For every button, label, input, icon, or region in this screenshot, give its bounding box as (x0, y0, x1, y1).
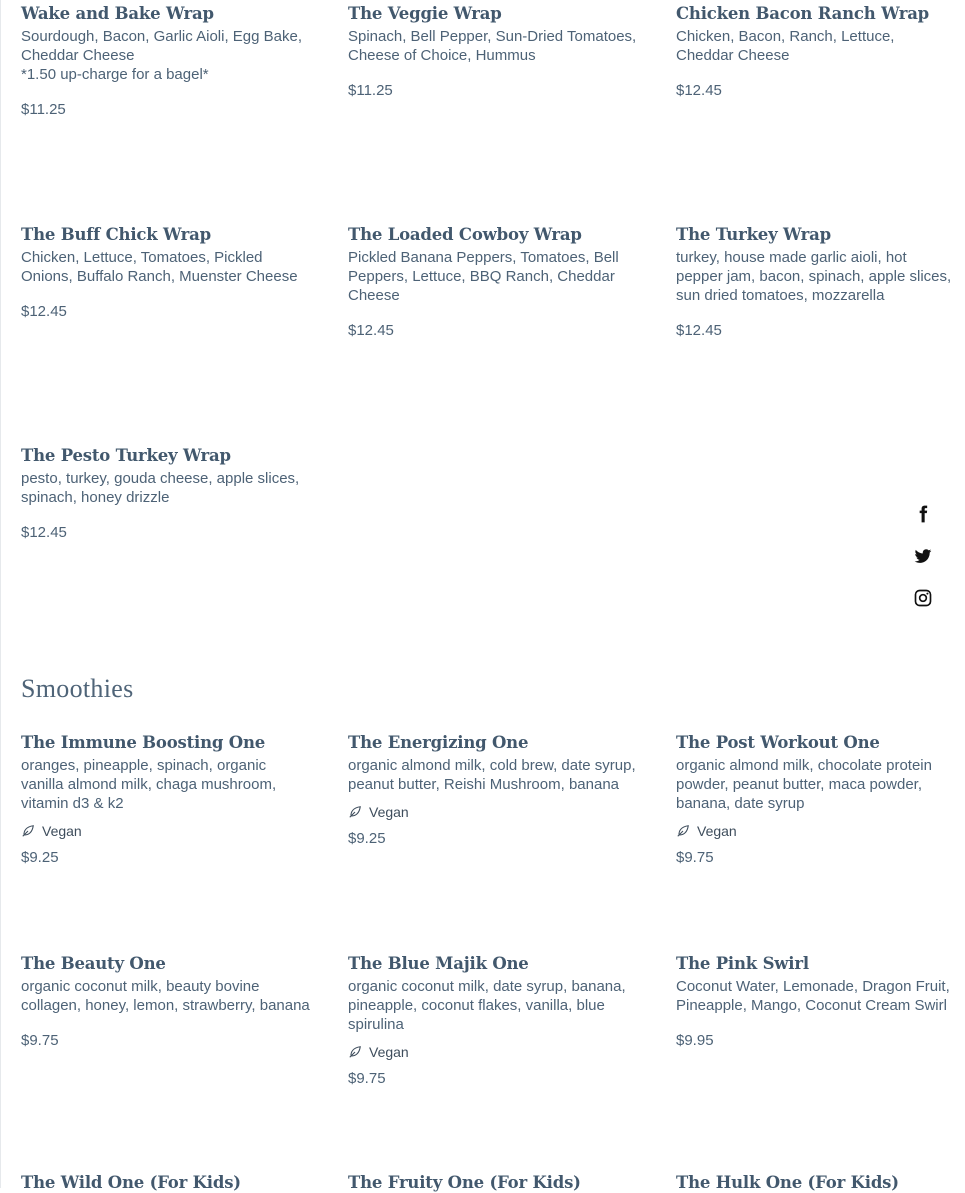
vegan-tag (21, 822, 311, 840)
menu-item[interactable] (21, 954, 311, 1050)
item-name: The Buff Chick Wrap (21, 225, 211, 244)
leaf-icon (21, 824, 35, 838)
item-price: $9.25 (21, 849, 59, 866)
item-name: The Immune Boosting One (21, 733, 266, 752)
page-left-border (0, 0, 1, 1188)
item-name: The Energizing One (348, 733, 529, 752)
item-description: Pickled Banana Peppers, Tomatoes, Bell Peppers, Lettuce, BBQ Ranch, Cheddar Cheese (348, 249, 619, 304)
item-price: $9.25 (348, 830, 386, 847)
item-name: The Blue Majik One (348, 954, 529, 973)
item-price: $12.45 (676, 322, 722, 339)
item-description: Chicken, Bacon, Ranch, Lettuce, Cheddar Cheese (676, 28, 895, 64)
item-price: $9.75 (676, 849, 714, 866)
menu-item[interactable] (676, 954, 956, 1050)
item-name: Wake and Bake Wrap (21, 4, 214, 23)
menu-item[interactable] (348, 4, 638, 100)
leaf-icon (348, 805, 362, 819)
section-title-smoothies: Smoothies (21, 674, 134, 703)
item-price: $9.95 (676, 1032, 714, 1049)
item-name: The Loaded Cowboy Wrap (348, 225, 582, 244)
item-description (21, 27, 311, 84)
item-price: $12.45 (21, 303, 67, 320)
item-name: The Beauty One (21, 954, 166, 973)
menu-item[interactable] (676, 4, 956, 100)
facebook-link[interactable] (912, 503, 934, 525)
leaf-icon (676, 824, 690, 838)
vegan-tag (348, 1043, 638, 1061)
menu-item[interactable] (21, 733, 311, 867)
item-name: The Pesto Turkey Wrap (21, 446, 231, 465)
item-name: The Veggie Wrap (348, 4, 502, 23)
item-description: organic almond milk, chocolate protein powder, peanut butter, maca powder, banana, date syrup (676, 757, 932, 812)
item-price: $12.45 (676, 82, 722, 99)
vegan-tag (348, 803, 638, 821)
menu-item[interactable] (348, 225, 638, 340)
instagram-link[interactable] (912, 587, 934, 609)
item-name: The Wild One (For Kids) (21, 1173, 241, 1192)
item-price: $12.45 (348, 322, 394, 339)
item-description: organic almond milk, cold brew, date syrup, peanut butter, Reishi Mushroom, banana (348, 757, 636, 793)
item-price: $12.45 (21, 524, 67, 541)
menu-item[interactable] (676, 1173, 956, 1193)
tag-label: Vegan (697, 823, 737, 839)
tag-label: Vegan (369, 804, 409, 820)
tag-label: Vegan (369, 1044, 409, 1060)
item-name: The Pink Swirl (676, 954, 809, 973)
menu-item[interactable] (21, 1173, 311, 1193)
item-description: Chicken, Lettuce, Tomatoes, Pickled Onions, Buffalo Ranch, Muenster Cheese (21, 249, 298, 285)
leaf-icon (348, 1045, 362, 1059)
item-description: Coconut Water, Lemonade, Dragon Fruit, Pineapple, Mango, Coconut Cream Swirl (676, 978, 950, 1014)
item-price: $9.75 (21, 1032, 59, 1049)
tag-label: Vegan (42, 823, 82, 839)
item-ingredients: Sourdough, Bacon, Garlic Aioli, Egg Bake, Cheddar Cheese (21, 28, 303, 64)
item-description: pesto, turkey, gouda cheese, apple slices, spinach, honey drizzle (21, 470, 300, 506)
item-name: Chicken Bacon Ranch Wrap (676, 4, 930, 23)
item-note: *1.50 up-charge for a bagel* (21, 66, 209, 83)
item-price: $9.75 (348, 1070, 386, 1087)
item-description: organic coconut milk, beauty bovine collagen, honey, lemon, strawberry, banana (21, 978, 310, 1014)
item-description: Spinach, Bell Pepper, Sun-Dried Tomatoes, Cheese of Choice, Hummus (348, 28, 637, 64)
item-description: organic coconut milk, date syrup, banana, pineapple, coconut flakes, vanilla, blue spirulina (348, 978, 626, 1033)
menu-item[interactable] (21, 4, 311, 119)
menu-item[interactable] (676, 733, 956, 867)
item-price: $11.25 (348, 82, 393, 99)
menu-item[interactable] (348, 1173, 638, 1193)
menu-item[interactable] (348, 733, 638, 848)
twitter-link[interactable] (912, 545, 934, 567)
menu-item[interactable] (21, 446, 311, 542)
item-price: $11.25 (21, 101, 66, 118)
item-description: oranges, pineapple, spinach, organic vanilla almond milk, chaga mushroom, vitamin d3 & k2 (21, 757, 277, 812)
item-description: turkey, house made garlic aioli, hot pepper jam, bacon, spinach, apple slices, sun dried tomatoes, mozzarella (676, 249, 952, 304)
vegan-tag (676, 822, 956, 840)
menu-item[interactable] (21, 225, 311, 321)
item-name: The Turkey Wrap (676, 225, 831, 244)
item-name: The Fruity One (For Kids) (348, 1173, 581, 1192)
facebook-icon (913, 504, 933, 524)
menu-item[interactable] (348, 954, 638, 1088)
item-name: The Hulk One (For Kids) (676, 1173, 899, 1192)
twitter-icon (913, 546, 933, 566)
instagram-icon (913, 588, 933, 608)
menu-item[interactable] (676, 225, 956, 340)
item-name: The Post Workout One (676, 733, 880, 752)
